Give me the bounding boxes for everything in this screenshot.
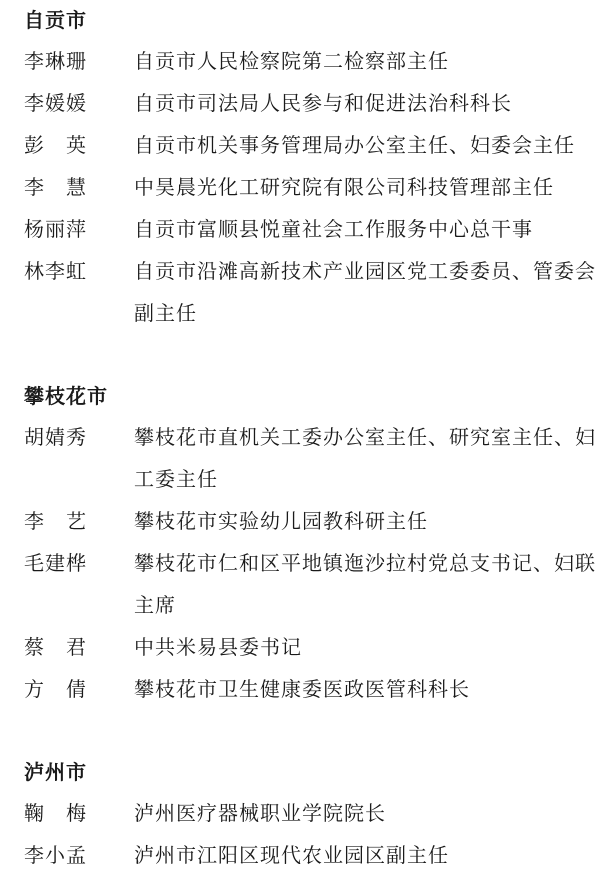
- person-title: 中昊晨光化工研究院有限公司科技管理部主任: [134, 175, 554, 199]
- person-name: 李媛媛: [24, 91, 87, 115]
- person-name: 李 艺: [24, 509, 87, 533]
- person-title: 自贡市司法局人民参与和促进法治科科长: [134, 91, 512, 115]
- person-title: 攀枝花市实验幼儿园教科研主任: [134, 509, 428, 533]
- person-title: 攀枝花市卫生健康委医政医管科科长: [134, 677, 470, 701]
- section-luzhou: [24, 752, 598, 876]
- list-item: [24, 250, 598, 334]
- section-spacer: [24, 334, 598, 376]
- person-title: 自贡市沿滩高新技术产业园区党工委委员、管委会副主任: [134, 259, 596, 325]
- person-name: 胡婧秀: [24, 425, 87, 449]
- list-item: [24, 166, 598, 208]
- person-name: 林李虹: [24, 259, 87, 283]
- list-item: [24, 792, 598, 834]
- list-item: [24, 208, 598, 250]
- person-title: 中共米易县委书记: [134, 635, 302, 659]
- person-name: 杨丽萍: [24, 217, 87, 241]
- list-item: [24, 668, 598, 710]
- person-title: 自贡市人民检察院第二检察部主任: [134, 49, 449, 73]
- person-name: 毛建桦: [24, 551, 87, 575]
- section-spacer: [24, 710, 598, 752]
- person-name: 李 慧: [24, 175, 87, 199]
- person-name: 方 倩: [24, 677, 87, 701]
- person-name: 蔡 君: [24, 635, 87, 659]
- person-title: 自贡市机关事务管理局办公室主任、妇委会主任: [134, 133, 575, 157]
- person-name: 李琳珊: [24, 49, 87, 73]
- person-title: 泸州市江阳区现代农业园区副主任: [134, 843, 449, 867]
- list-item: [24, 542, 598, 626]
- section-title: 自贡市: [24, 8, 87, 32]
- list-item: [24, 82, 598, 124]
- list-item: [24, 416, 598, 500]
- person-title: 自贡市富顺县悦童社会工作服务中心总干事: [134, 217, 533, 241]
- person-title: 泸州医疗器械职业学院院长: [134, 801, 386, 825]
- section-panzhihua: [24, 376, 598, 710]
- list-item: [24, 40, 598, 82]
- list-item: [24, 834, 598, 876]
- list-item: [24, 626, 598, 668]
- list-item: [24, 500, 598, 542]
- person-title: 攀枝花市仁和区平地镇迤沙拉村党总支书记、妇联主席: [134, 551, 596, 617]
- person-name: 彭 英: [24, 133, 87, 157]
- section-zigong: [24, 0, 598, 334]
- person-name: 鞠 梅: [24, 801, 87, 825]
- list-item: [24, 124, 598, 166]
- person-name: 李小孟: [24, 843, 87, 867]
- person-title: 攀枝花市直机关工委办公室主任、研究室主任、妇工委主任: [134, 425, 596, 491]
- section-title: 攀枝花市: [24, 384, 108, 408]
- section-title: 泸州市: [24, 760, 87, 784]
